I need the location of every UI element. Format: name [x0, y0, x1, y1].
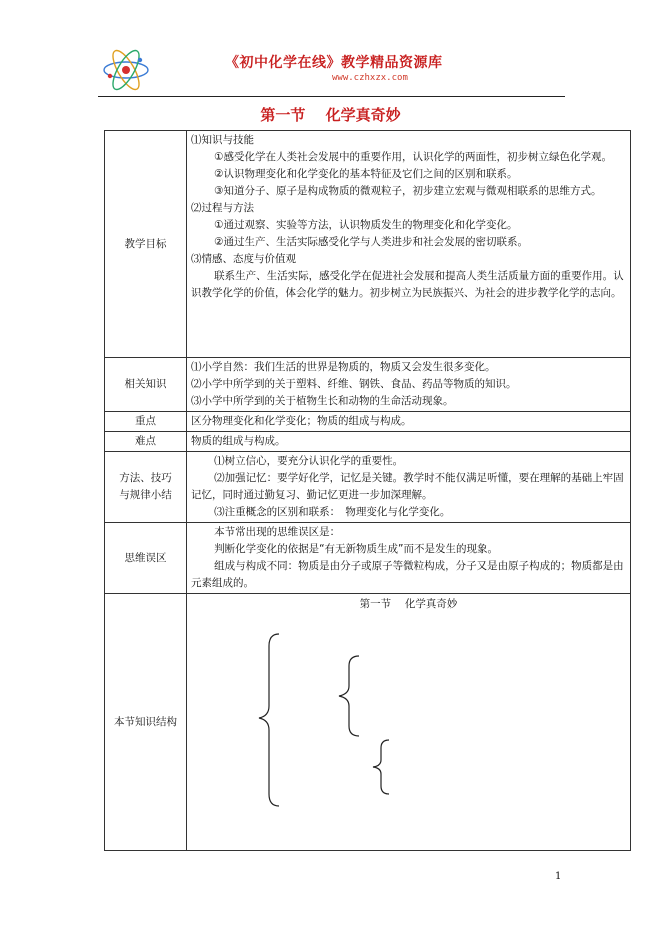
header-divider: [98, 96, 565, 97]
medium-brace-icon: [339, 656, 359, 736]
structure-content: [187, 594, 631, 851]
methods-label-line: 方法、技巧: [119, 472, 172, 484]
goals-line: ⑶情感、态度与价值观: [191, 253, 296, 265]
methods-line: ⑵加强记忆：要学好化学，记忆是关键。教学时不能仅满足听懂，要在理解的基础上牢固记忆，同时通过勤复习、勤记忆更进一步加深理解。: [191, 472, 624, 501]
errors-line: 本节常出现的思维误区是：: [214, 526, 341, 538]
table-row: [105, 594, 631, 851]
large-brace-icon: [259, 634, 279, 806]
goals-line: ⑵过程与方法: [191, 202, 254, 214]
row-label-key: 重点: [105, 412, 187, 432]
goals-line: ①感受化学在人类社会发展中的重要作用，认识化学的两面性，初步树立绿色化学观。: [214, 151, 613, 163]
row-label-related: 相关知识: [105, 358, 187, 412]
structure-title: 第一节 化学真奇妙: [359, 598, 458, 610]
goals-content: [187, 131, 631, 358]
goals-line: ②通过生产、生活实际感受化学与人类进步和社会发展的密切联系。: [214, 236, 529, 248]
banner-title: 《初中化学在线》教学精品资源库: [225, 55, 443, 71]
errors-content: [187, 523, 631, 594]
table-row: [105, 432, 631, 452]
knowledge-structure-diagram: [187, 594, 630, 850]
table-row: [105, 131, 631, 358]
errors-line: 判断化学变化的依据是“有无新物质生成”而不是发生的现象。: [214, 543, 498, 555]
row-label-difficulty: 难点: [105, 432, 187, 452]
page-number: 1: [555, 871, 562, 882]
related-line: ⑵小学中所学到的关于塑料、纤维、钢铁、食品、药品等物质的知识。: [191, 378, 517, 390]
row-label-goals: 教学目标: [105, 131, 187, 358]
small-brace-icon: [373, 740, 389, 794]
table-row: [105, 412, 631, 432]
goals-line: 联系生产、生活实际，感受化学在促进社会发展和提高人类生活质量方面的重要作用。认识教学化学的价值，体会化学的魅力。初步树立为民族振兴、为社会的进步教学化学的志向。: [191, 270, 624, 299]
header-banner: [100, 40, 565, 96]
related-line: ⑴小学自然：我们生活的世界是物质的，物质又会发生很多变化。: [191, 361, 496, 373]
methods-content: [187, 452, 631, 523]
row-label-structure: 本节知识结构: [105, 594, 187, 851]
table-row: [105, 452, 631, 523]
goals-line: ①通过观察、实验等方法，认识物质发生的物理变化和化学变化。: [214, 219, 518, 231]
methods-line: ⑴树立信心，要充分认识化学的重要性。: [214, 455, 404, 467]
table-row: [105, 523, 631, 594]
key-content: 区分物理变化和化学变化；物质的组成与构成。: [187, 412, 631, 432]
errors-line: 组成与构成不同：物质是由分子或原子等微粒构成，分子又是由原子构成的；物质都是由元素组成的。: [191, 560, 624, 589]
table-row: [105, 358, 631, 412]
row-label-errors: 思维误区: [105, 523, 187, 594]
methods-label-line: 与规律小结: [119, 489, 172, 501]
related-content: [187, 358, 631, 412]
goals-line: ③知道分子、原子是构成物质的微观粒子，初步建立宏观与微观相联系的思维方式。: [214, 185, 602, 197]
methods-line: ⑶注重概念的区别和联系： 物理变化与化学变化。: [214, 506, 451, 518]
related-line: ⑶小学中所学到的关于植物生长和动物的生命活动现象。: [191, 395, 454, 407]
banner-url[interactable]: www.czhxzx.com: [332, 73, 408, 83]
row-label-methods: [105, 452, 187, 523]
goals-line: ②认识物理变化和化学变化的基本特征及它们之间的区别和联系。: [214, 168, 518, 180]
structure-braces: [187, 594, 625, 850]
difficulty-content: 物质的组成与构成。: [187, 432, 631, 452]
lesson-plan-table: [104, 130, 631, 851]
page-title: 第一节 化学真奇妙: [260, 106, 401, 124]
atom-logo-icon: [100, 46, 152, 92]
goals-line: ⑴知识与技能: [191, 134, 254, 146]
